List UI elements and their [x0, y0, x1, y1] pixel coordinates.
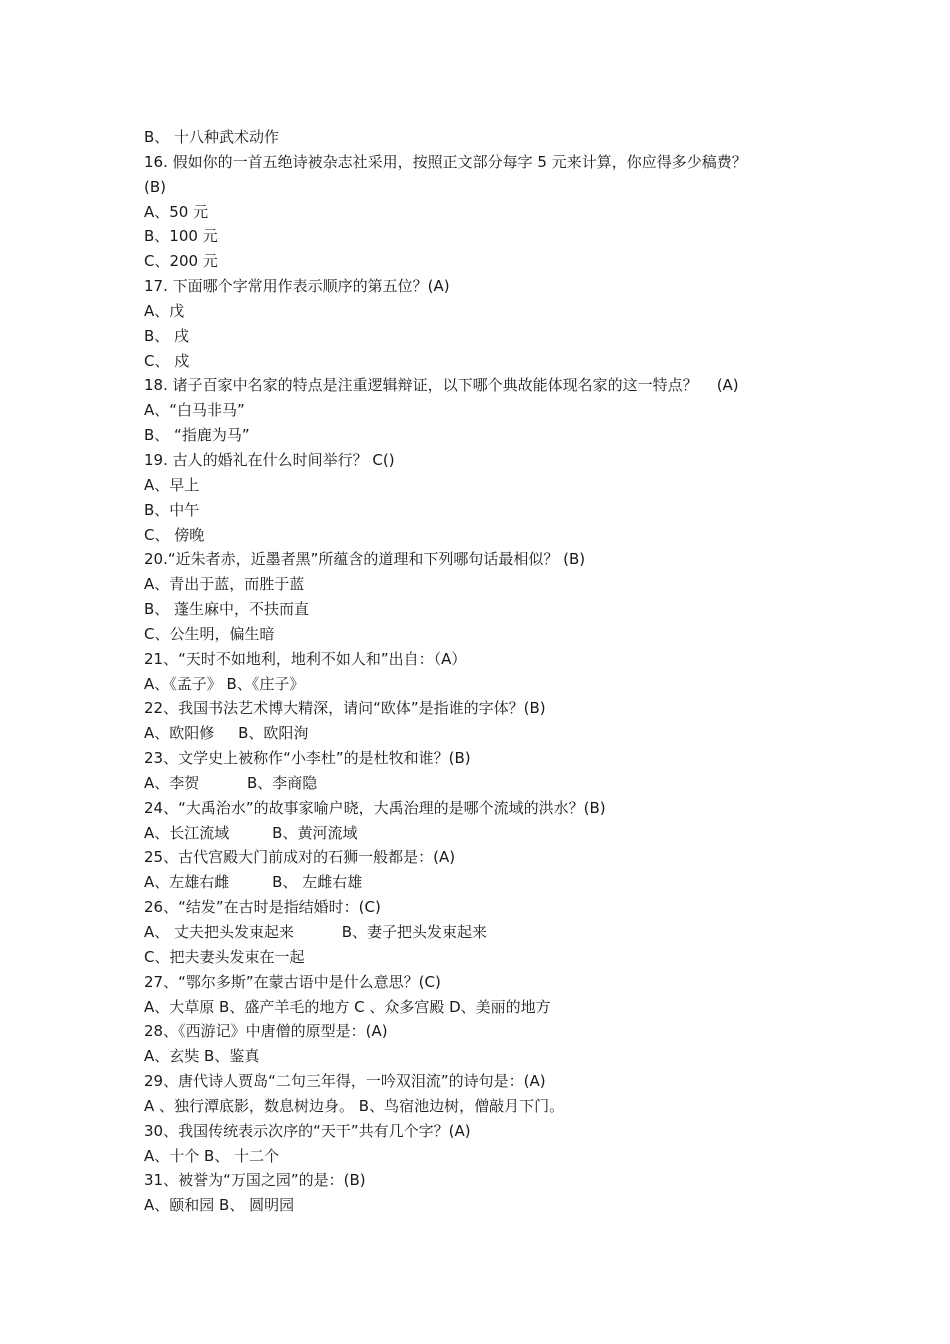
answer-options: A、颐和园 B、 圆明园	[144, 1196, 295, 1215]
question-16-answer: (B)	[144, 177, 166, 196]
question-16: 16. 假如你的一首五绝诗被杂志社采用，按照正文部分每字 5 元来计算，你应得多少稿费？	[144, 152, 747, 171]
answer-options: A、李贺 B、李商隐	[144, 773, 318, 792]
answer-option: C、 戍	[144, 351, 190, 370]
question-21: 21、“天时不如地利，地利不如人和”出自：（A）	[144, 649, 467, 668]
question-18: 18. 诸子百家中名家的特点是注重逻辑辩证，以下哪个典故能体现名家的这一特点？ (A)	[144, 376, 739, 395]
question-19: 19. 古人的婚礼在什么时间举行？ C()	[144, 450, 395, 469]
answer-option: C、200 元	[144, 252, 218, 271]
question-20: 20.“近朱者赤，近墨者黑”所蕴含的道理和下列哪句话最相似？ (B)	[144, 550, 586, 569]
question-30: 30、我国传统表示次序的“天干”共有几个字？(A)	[144, 1121, 471, 1140]
answer-option: A、青出于蓝，而胜于蓝	[144, 575, 305, 594]
question-23: 23、文学史上被称作“小李杜”的是杜牧和谁？(B)	[144, 749, 471, 768]
answer-options: A、 丈夫把头发束起来 B、妻子把头发束起来	[144, 923, 488, 941]
question-17: 17. 下面哪个字常用作表示顺序的第五位？(A)	[144, 277, 450, 296]
answer-options: A 、独行潭底影，数息树边身。 B、鸟宿池边树，僧敲月下门。	[144, 1096, 565, 1115]
question-27: 27、“鄂尔多斯”在蒙古语中是什么意思？(C)	[144, 972, 441, 991]
answer-options: A、十个 B、 十二个	[144, 1146, 280, 1165]
answer-option: A、早上	[144, 475, 200, 494]
answer-options: A、《孟子》 B、《庄子》	[144, 674, 305, 693]
question-22: 22、我国书法艺术博大精深，请问“欧体”是指谁的字体？(B)	[144, 699, 546, 718]
quiz-text-body	[144, 125, 824, 1218]
answer-option: B、 十八种武术动作	[144, 128, 280, 146]
answer-option: C、 傍晚	[144, 525, 205, 544]
answer-options: A、玄奘 B、鉴真	[144, 1047, 260, 1066]
answer-option: B、 蓬生麻中，不扶而直	[144, 600, 310, 619]
answer-option: C、把夫妻头发束在一起	[144, 947, 305, 966]
answer-option: A、“白马非马”	[144, 401, 245, 420]
question-24: 24、“大禹治水”的故事家喻户晓，大禹治理的是哪个流域的洪水？(B)	[144, 798, 606, 817]
question-26: 26、“结发”在古时是指结婚时：(C)	[144, 898, 381, 917]
answer-option: A、戊	[144, 301, 185, 320]
answer-options: A、左雄右雌 B、 左雌右雄	[144, 873, 363, 892]
question-28: 28、《西游记》中唐僧的原型是：(A)	[144, 1022, 388, 1041]
answer-option: B、 戌	[144, 326, 190, 345]
answer-option: B、中午	[144, 500, 200, 519]
question-29: 29、唐代诗人贾岛“二句三年得，一吟双泪流”的诗句是：(A)	[144, 1072, 546, 1091]
answer-options: A、长江流域 B、黄河流域	[144, 823, 358, 842]
question-25: 25、古代宫殿大门前成对的石狮一般都是：(A)	[144, 848, 456, 867]
answer-option: A、50 元	[144, 202, 209, 221]
answer-options: A、大草原 B、盛产羊毛的地方 C 、众多宫殿 D、美丽的地方	[144, 997, 551, 1016]
answer-option: B、100 元	[144, 227, 218, 246]
answer-options: A、欧阳修 B、欧阳洵	[144, 724, 309, 743]
answer-option: B、 “指鹿为马”	[144, 426, 250, 445]
question-31: 31、被誉为“万国之园”的是：(B)	[144, 1171, 366, 1190]
answer-option: C、公生明，偏生暗	[144, 624, 275, 643]
